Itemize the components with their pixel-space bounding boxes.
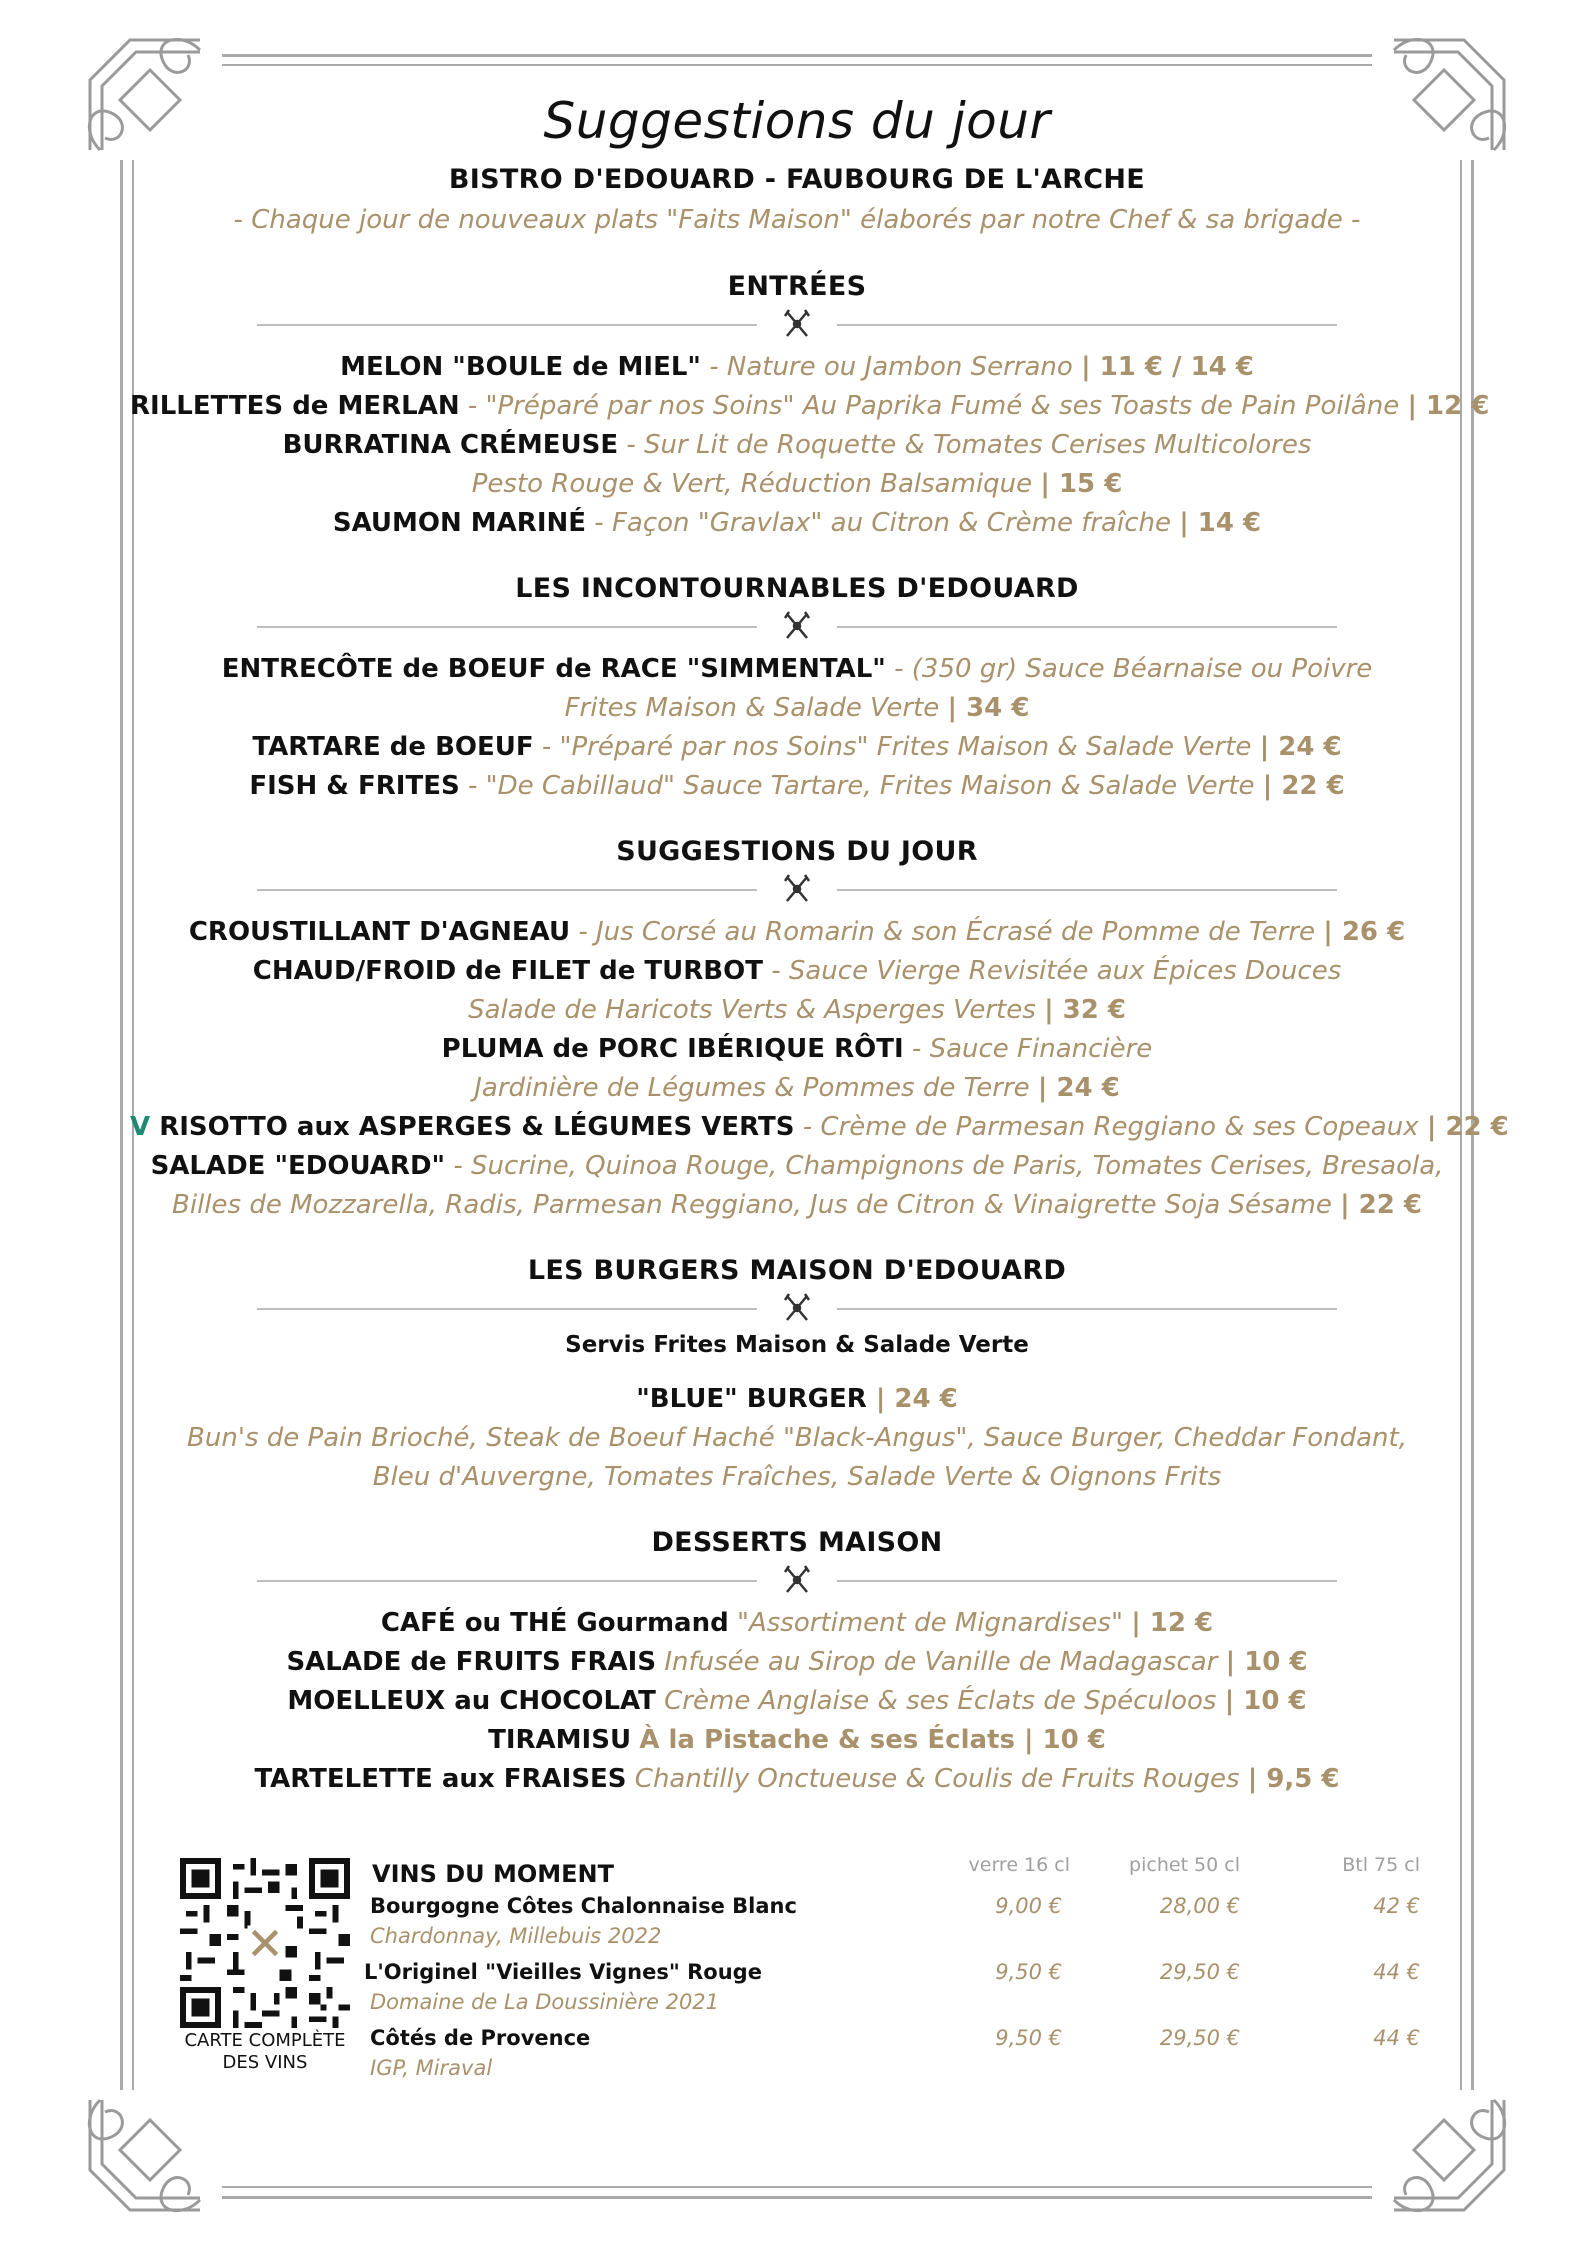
item-desc: - Sauce Vierge Revisitée aux Épices Douces (762, 956, 1342, 986)
wine-list (180, 1854, 1450, 2088)
item-price: | 15 € (1040, 469, 1123, 499)
item-desc: Crème Anglaise & ses Éclats de Spéculoos (655, 1686, 1225, 1716)
item-desc: - Nature ou Jambon Serrano (700, 352, 1082, 382)
section-title: DESSERTS MAISON (651, 1527, 943, 1558)
section-suggestions (130, 836, 1509, 1225)
menu-item (130, 1682, 1464, 1721)
item-price: | 22 € (1426, 1112, 1509, 1142)
item-name: TIRAMISU (488, 1725, 632, 1755)
item-desc: - "Préparé par nos Soins" Au Paprika Fumé & ses Toasts de Pain Poilâne (459, 391, 1408, 421)
item-price: | 12 € (1407, 391, 1490, 421)
item-desc: - Crème de Parmesan Reggiano & ses Copeaux (794, 1112, 1427, 1142)
item-desc: Jardinière de Légumes & Pommes de Terre (474, 1073, 1038, 1103)
wine-origin: IGP, Miraval (370, 2056, 493, 2080)
item-name: MELON "BOULE de MIEL" (340, 352, 701, 382)
menu-item-continued (130, 1069, 1464, 1108)
item-price: | 14 € (1179, 508, 1262, 538)
item-desc: - "Préparé par nos Soins" Frites Maison & Salade Verte (533, 732, 1260, 762)
wine-price-verre: 9,50 € (995, 1960, 1062, 1984)
frame-left-outer (120, 160, 123, 2090)
menu-item-continued (130, 465, 1464, 504)
item-desc: Billes de Mozzarella, Radis, Parmesan Reggiano, Jus de Citron & Vinaigrette Soja Sésame (172, 1190, 1341, 1220)
section-burgers (130, 1255, 1464, 1497)
item-price: | 12 € (1131, 1608, 1214, 1638)
menu-item (130, 1380, 1464, 1419)
column-header-pichet: pichet 50 cl (1129, 1854, 1240, 1876)
item-price: | 24 € (1037, 1073, 1120, 1103)
item-desc: Bun's de Pain Brioché, Steak de Boeuf Haché "Black-Angus", Sauce Burger, Cheddar Fondant, (187, 1423, 1407, 1453)
item-desc: - Sauce Financière (903, 1034, 1153, 1064)
item-name: MOELLEUX au CHOCOLAT (287, 1686, 656, 1716)
frame-top-inner (222, 64, 1372, 66)
burger-note: Servis Frites Maison & Salade Verte (565, 1332, 1029, 1358)
cutlery-icon (779, 1562, 815, 1598)
menu-item (130, 1604, 1464, 1643)
menu-item (130, 913, 1464, 952)
menu-item (130, 952, 1464, 991)
item-desc: - (350 gr) Sauce Béarnaise ou Poivre (885, 654, 1373, 684)
item-desc: - Façon "Gravlax" au Citron & Crème fraîche (586, 508, 1180, 538)
item-desc: - Jus Corsé au Romarin & son Écrasé de Pomme de Terre (570, 917, 1324, 947)
item-price: | 32 € (1044, 995, 1126, 1025)
item-name: FISH & FRITES (249, 771, 460, 801)
item-price: | 9,5 € (1247, 1764, 1340, 1794)
item-name: BURRATINA CRÉMEUSE (282, 430, 619, 460)
item-name: SALADE de FRUITS FRAIS (286, 1647, 657, 1677)
item-name: RILLETTES de MERLAN (130, 391, 460, 421)
column-header-btl: Btl 75 cl (1342, 1854, 1420, 1876)
frame-bottom-inner (222, 2186, 1372, 2188)
item-price: | 34 € (947, 693, 1030, 723)
page-title: Suggestions du jour (543, 92, 1051, 150)
menu-item (130, 348, 1464, 387)
item-price: | 11 € / 14 € (1081, 352, 1254, 382)
menu-item (130, 1721, 1464, 1760)
qr-caption-line-1: CARTE COMPLÈTE (184, 2030, 346, 2051)
section-title: ENTRÉES (727, 271, 867, 302)
wine-price-btl: 42 € (1373, 1894, 1420, 1918)
item-name: PLUMA de PORC IBÉRIQUE RÔTI (441, 1034, 904, 1064)
wine-name: Bourgogne Côtes Chalonnaise Blanc (370, 1894, 797, 1918)
item-price: | 22 € (1340, 1190, 1422, 1220)
menu-item-continued (130, 991, 1464, 1030)
section-divider (257, 1290, 1337, 1326)
tagline: - Chaque jour de nouveaux plats "Faits Maison" élaborés par notre Chef & sa brigade - (233, 205, 1361, 235)
menu-item (130, 767, 1464, 806)
item-price: | 22 € (1262, 771, 1345, 801)
section-divider (257, 306, 1337, 342)
wine-name: L'Originel "Vieilles Vignes" Rouge (364, 1960, 762, 1984)
menu-item (130, 1147, 1464, 1186)
section-title: LES INCONTOURNABLES D'EDOUARD (515, 573, 1079, 604)
item-desc: "Assortiment de Mignardises" (728, 1608, 1132, 1638)
menu-item (130, 387, 1490, 426)
section-title: LES BURGERS MAISON D'EDOUARD (527, 1255, 1067, 1286)
item-price: | 26 € (1323, 917, 1406, 947)
wine-name: Côtés de Provence (370, 2026, 591, 2050)
item-name: ENTRECÔTE de BOEUF de RACE "SIMMENTAL" (221, 654, 886, 684)
wine-price-verre: 9,00 € (995, 1894, 1062, 1918)
menu-item-continued (130, 1419, 1464, 1458)
wine-price-pichet: 29,50 € (1159, 1960, 1240, 1984)
item-desc: - Sur Lit de Roquette & Tomates Cerises Multicolores (618, 430, 1312, 460)
qr-caption (170, 2030, 360, 2074)
item-name: CROUSTILLANT D'AGNEAU (188, 917, 571, 947)
wine-price-btl: 44 € (1373, 2026, 1420, 2050)
item-price: | 24 € (866, 1384, 958, 1414)
item-name: SAUMON MARINÉ (332, 508, 587, 538)
item-desc: Frites Maison & Salade Verte (564, 693, 948, 723)
wine-list-title: VINS DU MOMENT (372, 1860, 615, 1888)
restaurant-name: BISTRO D'EDOUARD - FAUBOURG DE L'ARCHE (448, 164, 1146, 195)
menu-item (130, 650, 1464, 689)
menu-item (130, 1760, 1464, 1799)
menu-item (130, 426, 1464, 465)
item-name: "BLUE" BURGER (636, 1384, 867, 1414)
item-price: À la Pistache & ses Éclats | 10 € (639, 1725, 1106, 1755)
wine-price-pichet: 29,50 € (1159, 2026, 1240, 2050)
menu-item (130, 728, 1464, 767)
menu-page (130, 88, 1509, 2168)
menu-item (130, 504, 1464, 543)
wine-origin: Chardonnay, Millebuis 2022 (370, 1924, 662, 1948)
wine-origin: Domaine de La Doussinière 2021 (370, 1990, 720, 2014)
item-desc: Infusée au Sirop de Vanille de Madagascar (656, 1647, 1226, 1677)
wine-price-verre: 9,50 € (995, 2026, 1062, 2050)
item-price: | 10 € (1225, 1647, 1308, 1677)
item-desc: Pesto Rouge & Vert, Réduction Balsamique (471, 469, 1041, 499)
frame-top-outer (222, 54, 1372, 57)
section-entrees (130, 271, 1490, 543)
item-desc: Salade de Haricots Verts & Asperges Vertes (468, 995, 1045, 1025)
section-divider (257, 1562, 1337, 1598)
wine-price-btl: 44 € (1373, 1960, 1420, 1984)
item-desc: Chantilly Onctueuse & Coulis de Fruits Rouges (626, 1764, 1248, 1794)
item-name: CAFÉ ou THÉ Gourmand (380, 1608, 729, 1638)
item-price: | 24 € (1259, 732, 1342, 762)
item-price: | 10 € (1224, 1686, 1307, 1716)
item-desc: - "De Cabillaud" Sauce Tartare, Frites Maison & Salade Verte (459, 771, 1263, 801)
cutlery-icon (779, 306, 815, 342)
qr-code-icon[interactable] (180, 1858, 350, 2028)
item-name: TARTELETTE aux FRAISES (254, 1764, 627, 1794)
cutlery-icon (779, 871, 815, 907)
vegetarian-badge: V (130, 1112, 160, 1142)
menu-item-continued (130, 1186, 1464, 1225)
section-divider (257, 871, 1337, 907)
qr-caption-line-2: DES VINS (222, 2052, 308, 2073)
menu-item-continued (130, 1458, 1464, 1497)
section-desserts (130, 1527, 1464, 1799)
menu-item (130, 1030, 1464, 1069)
section-divider (257, 608, 1337, 644)
section-title: SUGGESTIONS DU JOUR (616, 836, 978, 867)
item-name: RISOTTO aux ASPERGES & LÉGUMES VERTS (159, 1112, 795, 1142)
item-desc: - Sucrine, Quinoa Rouge, Champignons de Paris, Tomates Cerises, Bresaola, (445, 1151, 1444, 1181)
item-name: SALADE "EDOUARD" (150, 1151, 446, 1181)
section-incontournables (130, 573, 1464, 806)
item-desc: Bleu d'Auvergne, Tomates Fraîches, Salade Verte & Oignons Frits (372, 1462, 1222, 1492)
menu-item-continued (130, 689, 1464, 728)
wine-price-pichet: 28,00 € (1159, 1894, 1240, 1918)
frame-bottom-outer (222, 2196, 1372, 2199)
column-header-verre: verre 16 cl (968, 1854, 1070, 1876)
menu-item (130, 1108, 1509, 1147)
item-name: CHAUD/FROID de FILET de TURBOT (252, 956, 763, 986)
cutlery-icon (779, 608, 815, 644)
menu-item (130, 1643, 1464, 1682)
item-name: TARTARE de BOEUF (252, 732, 534, 762)
cutlery-icon (779, 1290, 815, 1326)
